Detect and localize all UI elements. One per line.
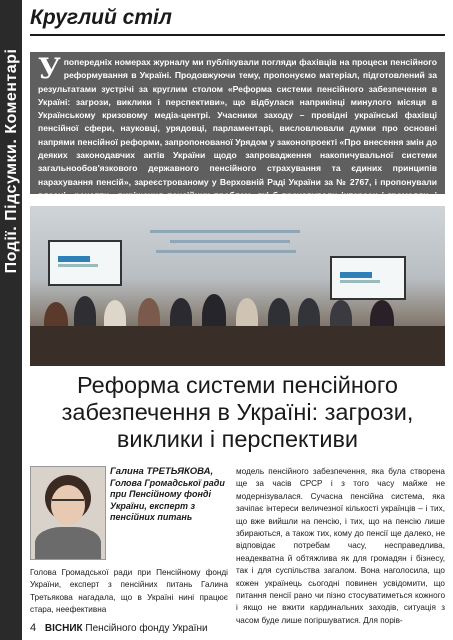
side-section-bar: [0, 0, 22, 640]
intro-box: [30, 52, 445, 200]
journal-brand: ВІСНИК: [44, 623, 83, 634]
round-table-photo: [30, 206, 445, 366]
side-section-label: Події. Підсумки. Коментарі: [3, 48, 20, 274]
author-name: Галина ТРЕТЬЯКОВА,: [110, 466, 214, 477]
body-column-right: модель пенсійного забезпечення, яка була створена ще за часів СРСР і з того часу майже не модернізувалася. Сучасна пенсійна система, яка зачіпає інтереси величезної кількості українців – і тих, що вже вийшли на пенсію, і тих, що на пенсію лише збираються, а також тих, кому до пенсії ще далеко, не відповідає потребам часу, несправедлива, неадекватна й обтяжлива як для громадян і бізнесу, так і для суспільства загалом. Вона наголосила, що кожен українець сьогодні повинен усвідомити, що питання пенсії рано чи пізно стосуватиметься кожного і якщо не вжити кардинальних заходів, ситуація з часом буде лише погіршуватися. Для порів-: [236, 467, 445, 625]
author-role: Голова Громадської ради при Пенсійному фонді України, експерт з пенсійних питань: [110, 477, 225, 523]
wall-banner: [150, 226, 310, 258]
section-heading: Круглий стіл: [30, 6, 172, 29]
author-block: [110, 466, 228, 524]
left-screen: [48, 240, 122, 286]
page-footer: [30, 622, 208, 634]
page-number: 4: [30, 622, 37, 634]
heading-rule: [30, 34, 445, 36]
intro-dropcap: У: [38, 52, 61, 85]
right-screen: [330, 256, 406, 300]
body-column-left: Голова Громадської ради при Пенсійному фонді України, експерт з пенсійних питань Галина Третьякова нагадала, що в Україні нині працює стара, неефективна: [30, 568, 228, 615]
author-portrait: [30, 466, 106, 560]
conference-table: [30, 326, 445, 366]
journal-name: Пенсійного фонду України: [85, 623, 208, 634]
intro-text: попередніх номерах журналу ми публікували погляди фахівців на процеси пенсійного реформування в Україні. Продовжуючи тему, пропонуємо матеріал, підготовлений за результатами зустрічі за круглим столом «Реформа системи пенсійного забезпечення в Україні: загрози, виклики і перспективи», що відбулася наприкінці минулого місяця в Українському кризовому медіа-центрі. Учасники заходу – провідні українські фахівці пенсійної сфери, науковці, урядовці, парламентарі, висловлювали думки про основні напрями пенсійної реформи, запропонованої Урядом у законопроекті «Про внесення змін до деяких законодавчих актів України щодо запровадження накопичувальної системи загальнообов'язкового державного пенсійного страхування та єдиних принципів нарахування пенсій», зареєстрованому у Верховній Раді України за № 2767, і пропонували власні «рецепти» вирішення пенсійних проблем, які б враховували інтереси і громадян, і: [38, 57, 437, 200]
article-title: Реформа системи пенсійного забезпечення в Україні: загрози, виклики і перспективи: [61, 372, 414, 452]
